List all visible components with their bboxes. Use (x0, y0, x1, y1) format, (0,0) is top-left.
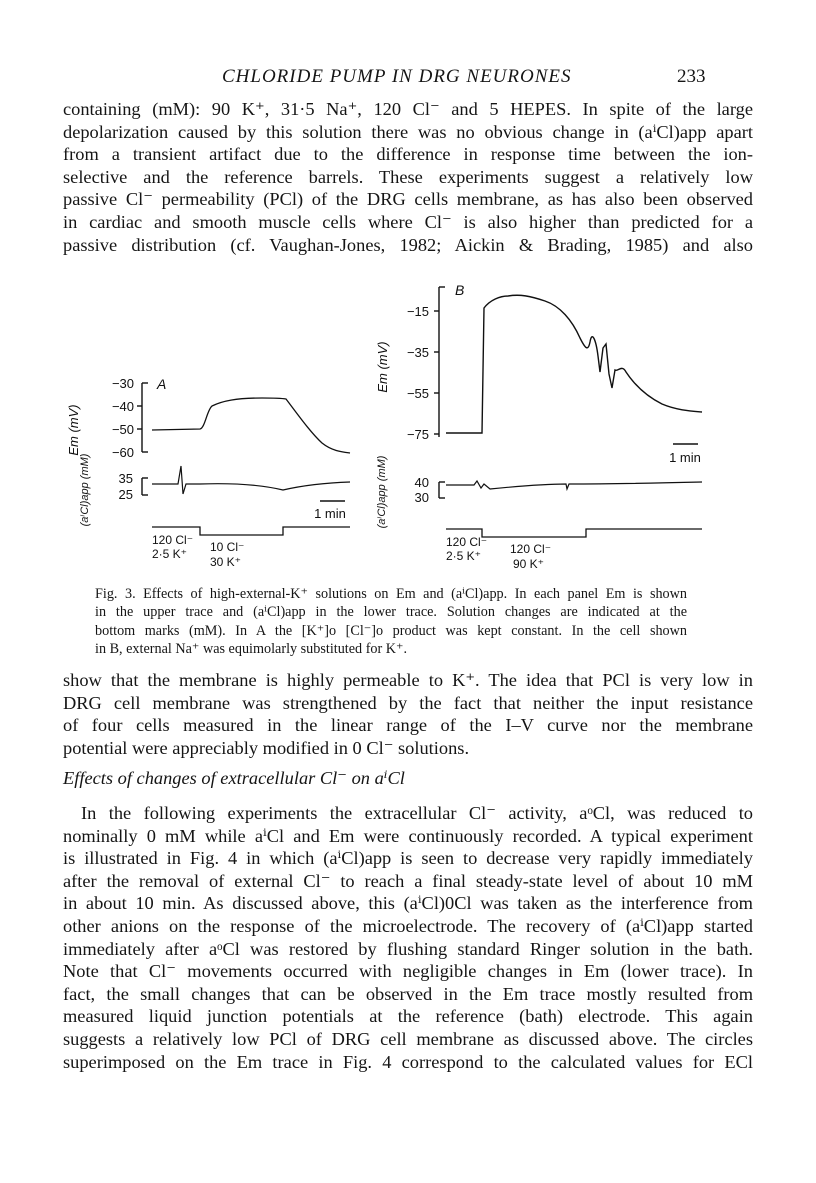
text-line: depolarization caused by this solution there was no obvious change in (aⁱCl)app apart (63, 121, 753, 142)
panel-b-acl-trace (446, 481, 702, 489)
text-line: Note that Cl⁻ movements occurred with negligible changes in Em (lower trace). In (63, 961, 753, 982)
text-line: measured liquid junction potentials at the reference (bath) electrode. This again (63, 1006, 753, 1027)
panel-b-solution-before-2: 2·5 K⁺ (446, 549, 482, 563)
em-tick-label: −75 (406, 427, 429, 442)
text-line: containing (mM): 90 K⁺, 31·5 Na⁺, 120 Cl⁻ and 5 HEPES. In spite of the large (63, 99, 753, 119)
page-header (0, 66, 816, 90)
panel-a-em-trace (152, 398, 350, 453)
text-line: DRG cell membrane was strengthened by the fact that neither the input resistance (63, 692, 753, 713)
em-tick-label: −30 (111, 376, 134, 391)
text-line: selective and the reference barrels. These experiments suggest a relatively low (63, 166, 753, 187)
text-line: in cardiac and smooth muscle cells where Cl⁻ is also higher than predicted for a (63, 211, 753, 232)
panel-b-scale-bar-label: 1 min (669, 450, 701, 465)
acl-tick-label: 25 (118, 487, 133, 502)
acl-tick-label: 40 (414, 475, 429, 490)
panel-b-solution-during-2: 90 K⁺ (513, 557, 545, 571)
figure-caption (95, 585, 687, 659)
middle-paragraph (63, 669, 753, 759)
text-line: is illustrated in Fig. 4 in which (aⁱCl)app is seen to decrease very rapidly immediately (63, 848, 753, 869)
panel-a-solution-before-1: 120 Cl⁻ (152, 533, 194, 547)
text-line: of four cells measured in the linear range of the I–V curve nor the membrane (63, 715, 753, 736)
text-line: passive distribution (cf. Vaughan-Jones, 1982; Aickin & Brading, 1985) and also (63, 234, 753, 255)
panel-b-solution-during-1: 120 Cl⁻ (510, 542, 552, 556)
panel-b-em-trace (446, 295, 702, 433)
text-line: passive Cl⁻ permeability (PCl) of the DRG cells membrane, as has also been observed (63, 189, 753, 210)
panel-b-solution-before-1: 120 Cl⁻ (446, 535, 488, 549)
caption-line: in the upper trace and (aⁱCl)app in the lower trace. Solution changes are indicated at the (95, 604, 687, 621)
panel-a-scale-bar-label: 1 min (314, 506, 346, 521)
panel-a-acl-axis-label: (aⁱCl)app (mM) (79, 453, 91, 527)
panel-a-em-axis-label: Em (mV) (66, 404, 81, 456)
text-line: other anions on the response of the microelectrode. The recovery of (aⁱCl)app started (63, 915, 753, 936)
text-line: potential were appreciably modified in 0 Cl⁻ solutions. (63, 737, 470, 758)
page-number: 233 (677, 66, 706, 87)
section-heading: Effects of changes of extracellular Cl⁻ on aⁱCl (63, 768, 405, 788)
panel-b-label: B (455, 282, 465, 298)
text-line: fact, the small changes that can be observed in the Em trace mostly resulted from (63, 983, 753, 1004)
text-line: superimposed on the Em trace in Fig. 4 correspond to the calculated values for ECl (63, 1051, 753, 1072)
running-title: CHLORIDE PUMP IN DRG NEURONES (222, 66, 572, 87)
text-line: suggests a relatively low PCl of DRG cell membrane as discussed above. The circles (63, 1028, 753, 1049)
top-paragraph (63, 98, 753, 256)
figure-3-graphic (0, 280, 816, 580)
panel-a-acl-trace (152, 466, 350, 494)
panel-a-solution-before-2: 2·5 K⁺ (152, 547, 188, 561)
panel-b-em-axis-label: Em (mV) (375, 341, 390, 393)
panel-a-solution-during-2: 30 K⁺ (210, 555, 242, 569)
text-line: immediately after aᵒCl was restored by flushing standard Ringer solution in the bath. (63, 938, 753, 959)
caption-line: in B, external Na⁺ was equimolarly substituted for K⁺. (95, 641, 408, 658)
text-line: show that the membrane is highly permeable to K⁺. The idea that PCl is very low in (63, 670, 753, 690)
text-line: from a transient artifact due to the difference in response time between the ion- (63, 144, 753, 165)
text-line: nominally 0 mM while aⁱCl and Em were continuously recorded. A typical experiment (63, 825, 753, 846)
panel-b-acl-axis-label: (aⁱCl)app (mM) (376, 455, 388, 529)
panel-b (375, 282, 702, 571)
em-tick-label: −40 (111, 399, 134, 414)
panel-a (66, 376, 350, 569)
text-line: In the following experiments the extracellular Cl⁻ activity, aᵒCl, was reduced to (81, 803, 753, 823)
panel-a-label: A (157, 376, 167, 392)
em-tick-label: −15 (406, 304, 429, 319)
text-line: in about 10 min. As discussed above, this (aⁱCl)0Cl was taken as the interference from (63, 893, 753, 914)
caption-line: Fig. 3. Effects of high-external-K⁺ solutions on Em and (aⁱCl)app. In each panel Em is shown (95, 586, 687, 602)
em-tick-label: −60 (111, 445, 134, 460)
em-tick-label: −35 (406, 345, 429, 360)
figure-3 (0, 280, 816, 580)
text-line: after the removal of external Cl⁻ to reach a final steady-state level of about 10 mM (63, 870, 753, 891)
caption-line: bottom marks (mM). In A the [K⁺]o [Cl⁻]o product was kept constant. In the cell shown (95, 622, 687, 639)
em-tick-label: −50 (111, 422, 134, 437)
panel-a-solution-during-1: 10 Cl⁻ (210, 540, 245, 554)
em-tick-label: −55 (406, 386, 429, 401)
acl-tick-label: 30 (414, 490, 429, 505)
bottom-paragraph (63, 802, 753, 1073)
acl-tick-label: 35 (118, 471, 133, 486)
